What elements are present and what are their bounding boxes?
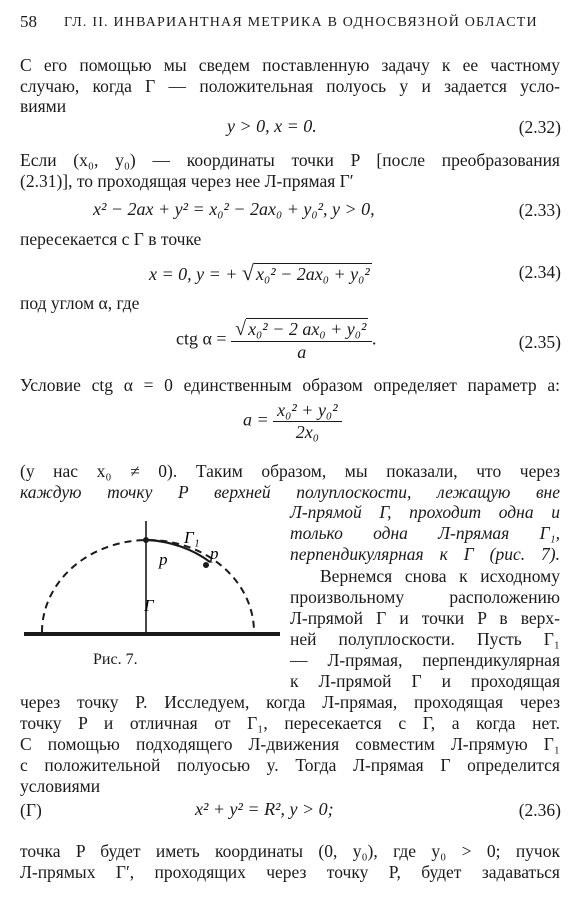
text-line: случаю, когда Γ — положительная полуось y и задается усло- xyxy=(20,76,560,96)
text-line: С его помощью мы сведем поставленную задачу к ее частному xyxy=(20,55,560,75)
text-line: Л-прямой Γ и точки P в верх- xyxy=(290,608,560,628)
text-line: точка P будет иметь координаты (0, y₀), где y₀ > 0; пучок xyxy=(20,841,560,861)
label-gamma: Γ xyxy=(144,596,154,615)
text-line: под углом α, где xyxy=(20,293,140,313)
page-number: 58 xyxy=(20,12,37,31)
label-gamma1: Γ₁ xyxy=(184,528,200,547)
point-marker xyxy=(203,562,209,568)
fraction xyxy=(273,400,341,443)
equation-number: (2.35) xyxy=(518,332,561,352)
text-line: каждую точку P верхней полуплоскости, лежащую вне xyxy=(20,482,560,502)
label-p-right: p xyxy=(210,544,219,563)
text-line: — Л-прямая, перпендикулярная xyxy=(290,650,560,670)
equation-2-34 xyxy=(149,260,372,286)
equation-lhs: x = 0, y = + xyxy=(149,264,242,284)
text-line: к Л-прямой Γ и проходящая xyxy=(290,671,560,691)
text-line: только одна Л-прямая Γ₁, xyxy=(290,523,560,543)
point-marker xyxy=(143,537,149,543)
text-line: С помощью подходящего Л-движения совместим Л-прямую Γ₁ xyxy=(20,734,560,754)
running-title: ГЛ. II. ИНВАРИАНТНАЯ МЕТРИКА В ОДНОСВЯЗНОЙ ОБЛАСТИ xyxy=(64,15,538,30)
sqrt-sign: √ xyxy=(235,318,247,340)
equation-number: (2.36) xyxy=(518,800,561,820)
radicand: x₀² − 2ax₀ + y₀² xyxy=(256,264,370,284)
equation-number: (2.33) xyxy=(518,200,561,220)
text-line: (2.31)], то проходящая через нее Л-прямая Γ′ xyxy=(20,171,354,191)
equation-number: (2.32) xyxy=(518,117,561,137)
text-line: через точку P. Исследуем, когда Л-прямая, проходящая через xyxy=(20,692,560,712)
figure-caption: Рис. 7. xyxy=(93,651,138,668)
figure-7 xyxy=(20,515,282,645)
sqrt-sign: √ xyxy=(241,260,254,285)
equation-lhs: a = xyxy=(243,409,274,430)
text-line: ней полуплоскости. Пусть Γ₁ xyxy=(290,629,560,649)
dashed-semicircle xyxy=(42,540,254,632)
text-line: (у нас x₀ ≠ 0). Таким образом, мы показали, что через xyxy=(20,461,560,481)
text-line: пересекается с Γ в точке xyxy=(20,229,202,249)
equation-2-35: ctg α = $\frac{\text{√ x₀² − 2 ax₀ + y₀²}}{a}$ . xyxy=(176,318,377,362)
equation-2-33: x² − 2ax + y² = x₀² − 2ax₀ + y₀², y > 0, xyxy=(93,199,375,219)
text-line: Если (x₀, y₀) — координаты точки P [после преобразования xyxy=(20,150,560,170)
fraction xyxy=(231,318,372,363)
text-line: условиями xyxy=(20,776,101,796)
text-line: перпендикулярная к Γ (рис. 7). xyxy=(290,544,560,564)
fraction-numerator: x₀² + y₀² xyxy=(273,400,341,422)
equation-number: (2.34) xyxy=(518,262,561,282)
text-line: Л-прямых Γ′, проходящих через точку P, будет задаваться xyxy=(20,862,560,882)
fraction-denominator: a xyxy=(297,342,307,362)
text-line: произвольному расположению xyxy=(290,587,560,607)
equation-lhs: ctg α = xyxy=(176,328,232,349)
equation-a xyxy=(243,400,342,443)
text-line: Вернемся снова к исходному xyxy=(320,566,560,586)
fraction-denominator: 2x₀ xyxy=(295,422,319,442)
equation-2-32: y > 0, x = 0. xyxy=(227,116,317,136)
label-p-left: p xyxy=(159,550,168,569)
text-line: Л-прямой Γ, проходит одна и xyxy=(290,502,560,522)
fraction-numerator xyxy=(231,318,372,342)
text-line: виями xyxy=(20,96,67,116)
text-line: Условие ctg α = 0 единственным образом определяет параметр a: xyxy=(20,375,560,395)
radicand: x₀² − 2 ax₀ + y₀² xyxy=(248,319,367,339)
equation-tag: (Γ) xyxy=(20,800,42,820)
text-line: точку P и отличная от Γ₁, пересекается с Γ, а когда нет. xyxy=(20,713,560,733)
equation-2-36: x² + y² = R², y > 0; xyxy=(195,799,334,819)
text-line: с положительной полуосью y. Тогда Л-прямая Γ определится xyxy=(20,755,560,775)
